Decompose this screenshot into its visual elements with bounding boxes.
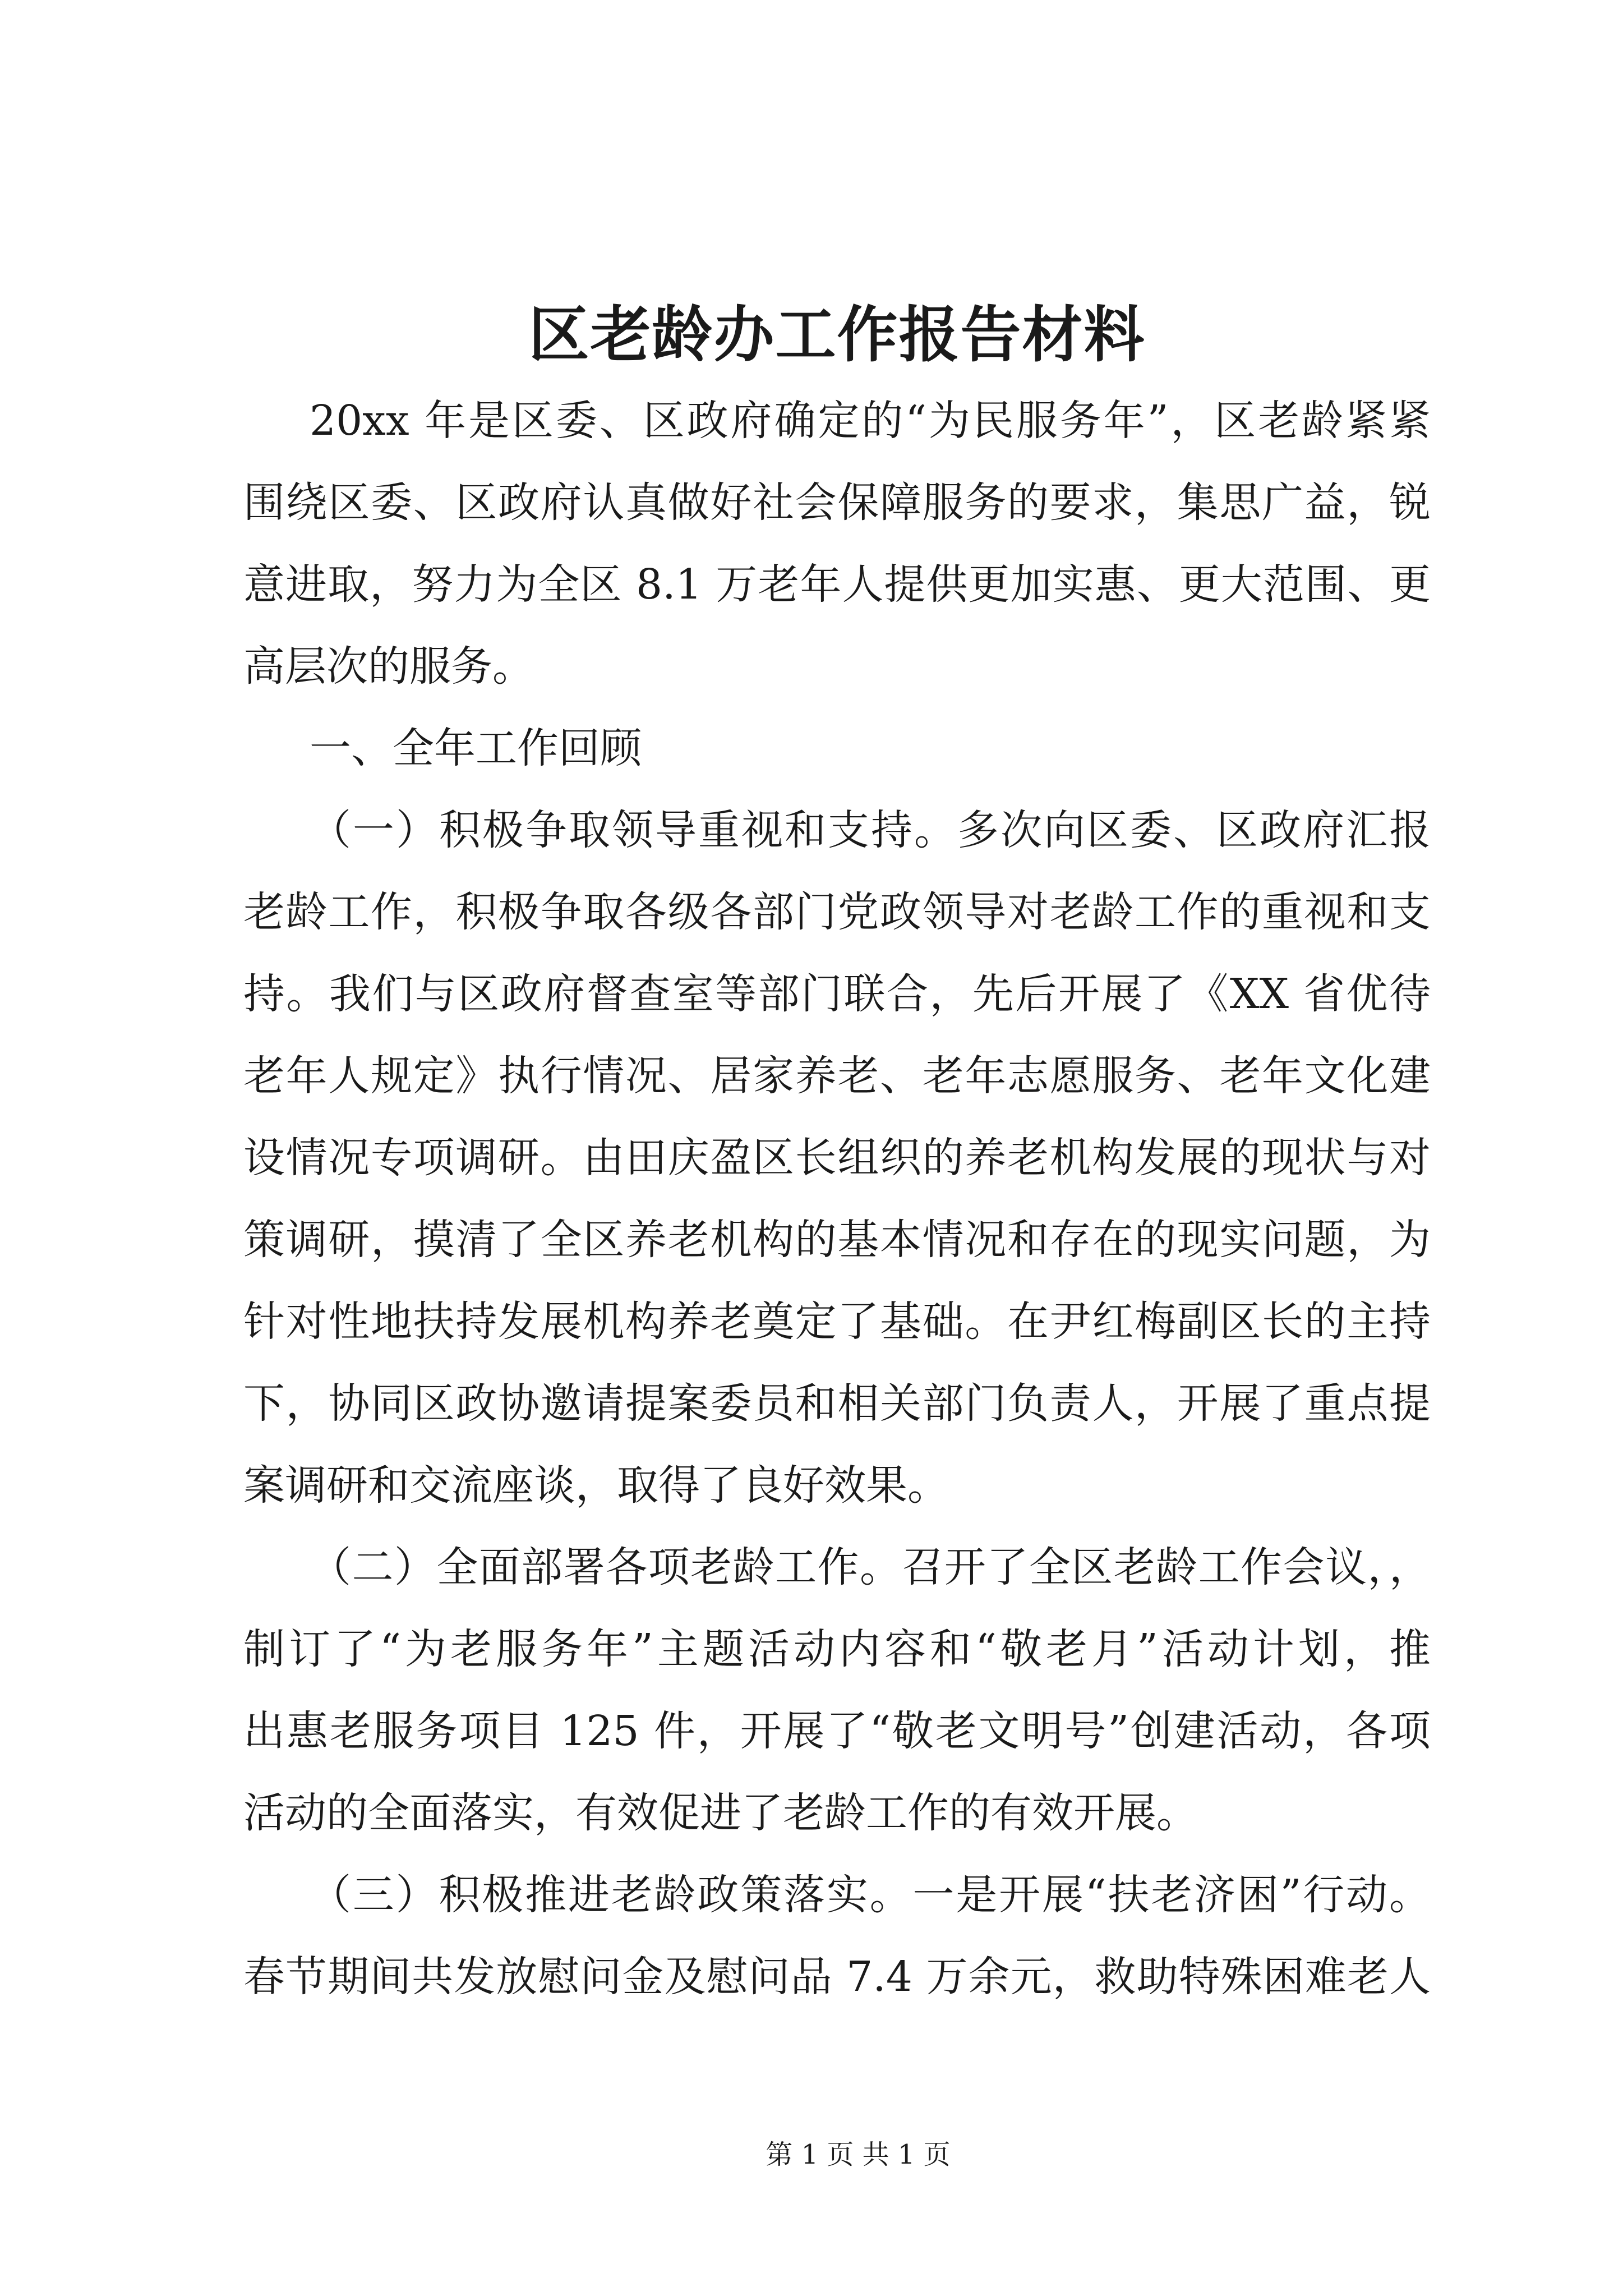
section-heading-text: 一、全年工作回顾	[310, 724, 642, 772]
body-line: 老年人规定》执行情况、居家养老、老年志愿服务、老年文化建	[243, 1052, 1431, 1100]
paragraph-item-1	[243, 789, 1431, 1526]
paragraph-item-2	[243, 1526, 1431, 1854]
body-line: 针对性地扶持发展机构养老奠定了基础。在尹红梅副区长的主持	[243, 1297, 1431, 1346]
body-line: 持。我们与区政府督查室等部门联合，先后开展了《XX 省优待	[243, 970, 1431, 1018]
body-line: 高层次的服务。	[243, 642, 534, 691]
body-line: 设情况专项调研。由田庆盈区长组织的养老机构发展的现状与对	[243, 1134, 1431, 1182]
paragraph-intro	[243, 380, 1431, 707]
section-heading	[243, 707, 1431, 789]
body-line: （二）全面部署各项老龄工作。召开了全区老龄工作会议，，	[310, 1543, 1431, 1591]
body-line: 活动的全面落实，有效促进了老龄工作的有效开展。	[243, 1789, 1198, 1837]
body-line: 春节期间共发放慰问金及慰问品 7.4 万余元，救助特殊困难老人	[243, 1953, 1431, 2001]
paragraph-item-3	[243, 1854, 1431, 2018]
body-line: 意进取，努力为全区 8.1 万老年人提供更加实惠、更大范围、更	[243, 560, 1431, 609]
body-line: 制订了“为老服务年”主题活动内容和“敬老月”活动计划，推	[243, 1625, 1431, 1673]
body-line: 20xx 年是区委、区政府确定的“为民服务年”，区老龄紧紧	[310, 397, 1431, 445]
body-line: 下，协同区政协邀请提案委员和相关部门负责人，开展了重点提	[243, 1379, 1431, 1428]
page-footer: 第 1 页 共 1 页	[766, 2139, 951, 2170]
body-line: 围绕区委、区政府认真做好社会保障服务的要求，集思广益，锐	[243, 478, 1431, 527]
body-line: 老龄工作，积极争取各级各部门党政领导对老龄工作的重视和支	[243, 888, 1431, 936]
document-title: 区老龄办工作报告材料	[528, 300, 1146, 370]
body-line: 案调研和交流座谈，取得了良好效果。	[243, 1461, 949, 1510]
body-line: （一）积极争取领导重视和支持。多次向区委、区政府汇报	[310, 806, 1431, 854]
body-line: 策调研，摸清了全区养老机构的基本情况和存在的现实问题，为	[243, 1216, 1431, 1264]
body-line: 出惠老服务项目 125 件，开展了“敬老文明号”创建活动，各项	[243, 1707, 1431, 1755]
document-body	[243, 290, 1431, 2018]
body-line: （三）积极推进老龄政策落实。一是开展“扶老济困”行动。	[310, 1871, 1431, 1919]
